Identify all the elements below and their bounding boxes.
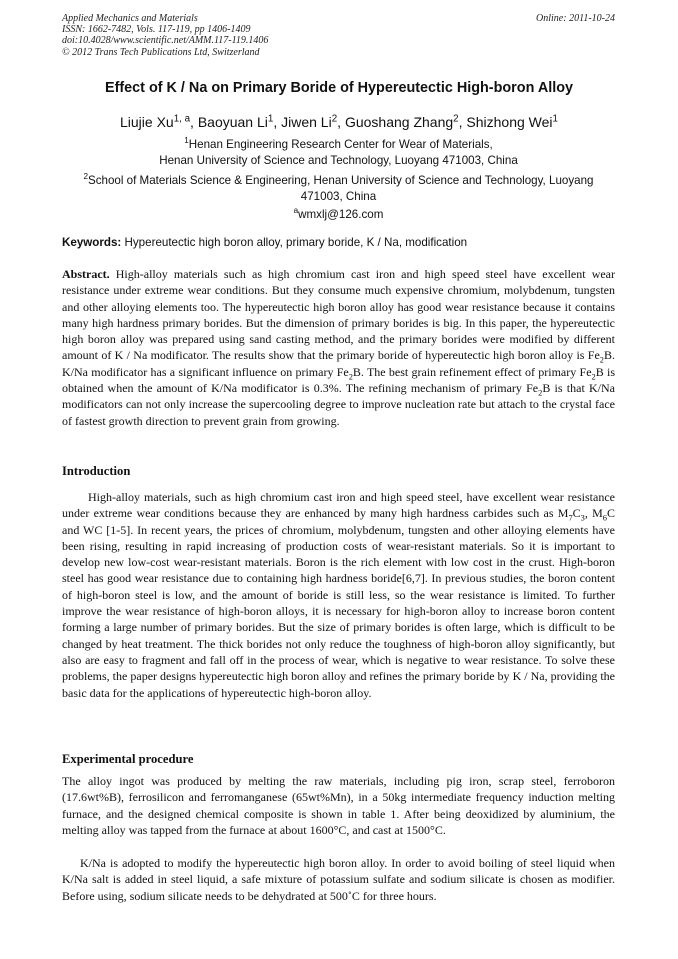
author-sep: , [458, 114, 467, 130]
paper-title: Effect of K / Na on Primary Boride of Hypereutectic High-boron Alloy [104, 80, 574, 96]
author-sep: , [273, 114, 282, 130]
affiliation-sup: 1 [184, 136, 189, 146]
abstract [62, 266, 615, 429]
author-sep: , [337, 114, 345, 130]
issn-line: ISSN: 1662-7482, Vols. 117-119, pp 1406-1409 [62, 24, 251, 36]
author-list [40, 114, 638, 130]
email-line [62, 207, 615, 223]
subscript: 2 [591, 372, 596, 382]
subscript: 2 [538, 388, 543, 398]
author-sup: 2 [331, 113, 338, 125]
keywords-label: Keywords: [62, 236, 122, 249]
online-date: Online: 2011-10-24 [536, 13, 615, 24]
intro-text: C [572, 506, 581, 521]
abstract-label: Abstract. [62, 267, 110, 281]
author-name: Jiwen Li [281, 114, 332, 130]
introduction-paragraph [62, 489, 615, 701]
abstract-text: B is obtained when the amount of K/Na modificator is 0.3%. The refining mechanism of primary Fe [62, 364, 615, 396]
abstract-text: B. K/Na modificator has a significant influence on primary Fe [62, 348, 615, 379]
experimental-heading: Experimental procedure [62, 752, 194, 766]
author-name: Guoshang Zhang [344, 114, 454, 130]
author-sup: 1 [552, 113, 558, 125]
keywords [62, 236, 615, 249]
intro-text: High-alloy materials, such as high chromium cast iron and high speed steel, have excellent wear resistance under extreme wear conditions because they are enhanced by many high hardness carbides such as M [62, 490, 615, 521]
subscript: 6 [602, 513, 607, 523]
doi-line: doi:10.4028/www.scientific.net/AMM.117-119.1406 [62, 35, 269, 47]
copyright-line: © 2012 Trans Tech Publications Ltd, Switzerland [62, 46, 260, 58]
subscript: 2 [599, 355, 604, 365]
affiliation-1-line2: Henan University of Science and Technology, Luoyang 471003, China [159, 154, 518, 167]
affiliation-1 [62, 137, 615, 169]
introduction-heading: Introduction [62, 464, 131, 478]
author-sup: 1, a [173, 113, 191, 125]
author-name: Baoyuan Li [197, 114, 268, 130]
author-sup: 2 [453, 113, 459, 125]
affiliation-2 [62, 173, 615, 205]
keywords-text: Hypereutectic high boron alloy, primary boride, K / Na, modification [124, 236, 468, 249]
author-sup: 1 [267, 113, 274, 125]
author-sep: , [190, 114, 198, 130]
abstract-text: B. The best grain refinement effect of primary Fe [352, 364, 592, 379]
affiliation-sup: 2 [83, 172, 88, 182]
subscript: 3 [580, 513, 585, 523]
journal-name: Applied Mechanics and Materials [62, 13, 198, 24]
subscript: 7 [568, 513, 573, 523]
affiliation-1-line1: Henan Engineering Research Center for Wear of Materials, [188, 138, 493, 151]
experimental-paragraph-2: K/Na is adopted to modify the hypereutectic high boron alloy. In order to avoid boiling of steel liquid when K/Na salt is added in steel liquid, a safe mixture of potassium sulfate and sodium silicate is chosen as modifier. Before using, sodium silicate needs to be dehydrated at 500˚C for three hours. [62, 856, 615, 903]
email-sup: a [293, 206, 299, 216]
subscript: 2 [348, 372, 353, 382]
author-name: Liujie Xu [120, 114, 174, 130]
journal-header [62, 13, 615, 58]
abstract-text: High-alloy materials such as high chromium cast iron and high speed steel have excellent wear resistance under extreme wear conditions. But they consume much expensive chromium, molybdenum, tungsten and other alloying elements too. The hypereutectic high boron alloy has good wear resistance because it contains many high hardness primary borides. But the dimension of primary borides is big. In this paper, the hypereutectic high boron alloy was prepared using sand casting method, and the primary borides were modified by different amount of K / Na modificator. The results show that the primary boride of hypereutectic high boron alloy is Fe [62, 267, 616, 363]
affiliation-2-text: School of Materials Science & Engineering, Henan University of Science and Technology, Luoyang 471003, China [88, 174, 594, 203]
intro-text: , M [584, 506, 603, 521]
abstract-text: B is that K/Na modificators can not only increase the supercooling degree to improve nucleation rate but attach to the crystal face of fastest growth direction to prevent grain from growing. [62, 381, 615, 428]
email-address: wmxlj@126.com [298, 208, 384, 221]
experimental-paragraph-1: The alloy ingot was produced by melting the raw materials, including pig iron, scrap steel, ferroboron (17.6wt%B), ferrosilicon and ferromanganese (65wt%Mn), in a 50kg intermediate frequency induction melting furnace, and the designed chemical composite is shown in table 1. After being deoxidized by aluminium, the melting alloy was tapped from the furnace at about 1600°C, and cast at 1500°C. [62, 774, 615, 837]
author-name: Shizhong Wei [466, 114, 553, 130]
intro-text: C and WC [1-5]. In recent years, the prices of chromium, molybdenum, tungsten and other alloying elements have been rising, resulting in rapid increasing of production costs of wear-resistant materials. So it is important to develop new low-cost wear-resistant materials. Boron is the rich element with low cost in the crust. High-boron steel has good wear resistance due to containing high hardness boride[6,7]. In previous studies, the boron content of high-boron steel is low, and the amount of boride is still less, so the wear resistance is limited. To further improve the wear resistance of high-boron alloys, it is necessary for high-boron alloy to increase boron content forming a large number of primary borides. But the size of primary borides is often large, which is difficult to be changed by heat treatment. The thick borides not only reduce the toughness of high-boron alloy significantly, but also are easy to fragment and fall off in the process of wear, which is negative to wear resistance. To solve these problems, the paper designs hypereutectic high boron alloy and refines the primary boride by K / Na, providing the basic data for the applications of hypereutectic high-boron alloy. [62, 506, 615, 700]
